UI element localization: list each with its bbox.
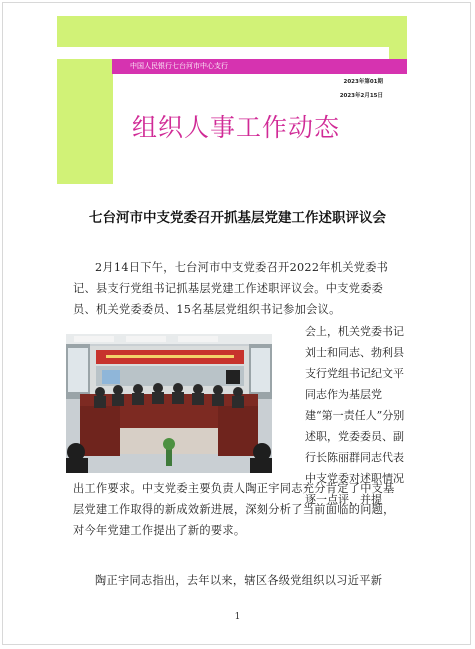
paragraph-1: 2月14日下午，七台河市中支党委召开2022年机关党委书记、县支行党组书记抓基层党建工作述职评议会。中支党委委员、机关党委委员、15名基层党组织书记参加会议。 (73, 261, 389, 316)
issue-number: 2023年第01期 (343, 79, 383, 85)
publication-title: 组织人事工作动态 (132, 113, 341, 142)
issue-date: 2023年2月15日 (339, 93, 383, 99)
page-number: 1 (234, 612, 241, 622)
paragraph-3: 陶正宇同志指出，去年以来，辖区各级党组织以习近平新 (95, 574, 383, 587)
meeting-photo-illustration (66, 334, 272, 473)
org-name: 中国人民银行七台河市中心支行 (130, 62, 228, 70)
header-white-band (57, 47, 389, 59)
article-title: 七台河市中支党委召开抓基层党建工作述职评议会 (89, 210, 386, 226)
paragraph-2-wrapped-text: 会上，机关党委书记刘士和同志、勃利县支行党组书记纪文平同志作为基层党建“第一责任人”分别述职，党委委员、副行长陈丽群同志代表中支党委对述职情况逐一点评，并提 (305, 325, 405, 506)
meeting-photo (66, 334, 272, 473)
paragraph-2-continued: 出工作要求。中支党委主要负责人陶正宇同志充分肯定了中支基层党建工作取得的新成效新进展，深刻分析了当前面临的问题，对今年党建工作提出了新的要求。 (73, 482, 395, 537)
